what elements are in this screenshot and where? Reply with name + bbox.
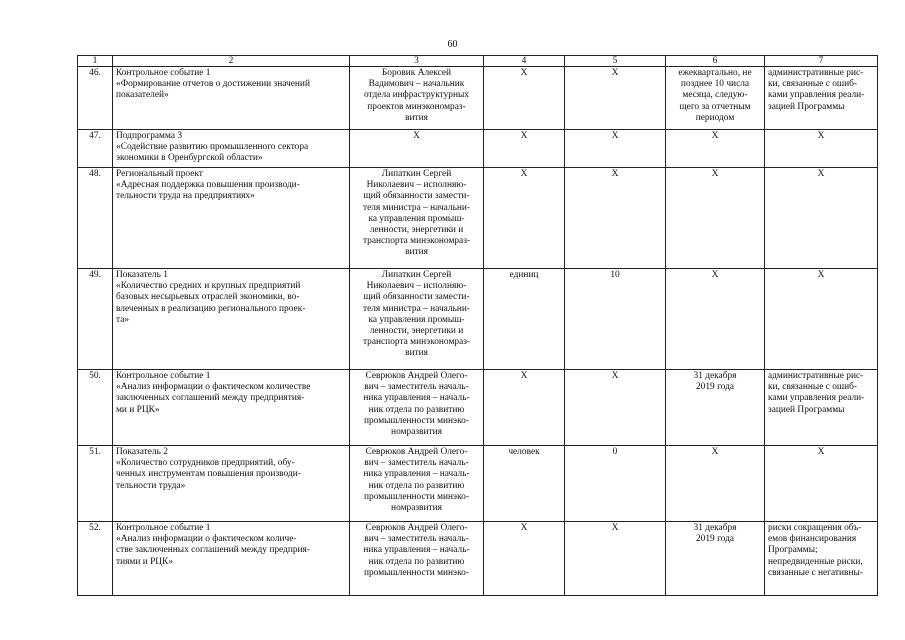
row-number-cell: 52. <box>78 522 113 596</box>
responsible-person-cell <box>350 130 484 168</box>
column-header: 7 <box>765 56 878 67</box>
cell-text-line: административные рис- <box>768 371 864 381</box>
cell-text-line: X <box>611 131 619 141</box>
column-header: 6 <box>666 56 765 67</box>
unit-cell <box>484 370 565 446</box>
cell-text-line: непредвиденные риски, <box>768 556 863 567</box>
cell-text-line: ченных инструментам повышения производи- <box>116 469 301 480</box>
unit-cell <box>484 67 565 130</box>
cell-text-line: X <box>817 169 825 179</box>
cell-text-line: X <box>817 270 825 280</box>
cell-text-line: Вадимович – начальник <box>368 79 465 90</box>
cell-text-line: Севрюков Андрей Олего- <box>365 371 468 381</box>
cell-text-line: 0 <box>612 447 618 457</box>
cell-text-line: Подпрограмма 3 <box>116 131 183 141</box>
cell-text-line: «Анализ информации о фактическом количе- <box>116 534 297 545</box>
event-description-cell <box>113 168 350 269</box>
cell-text-line: Показатель 1 <box>116 270 168 280</box>
value-cell <box>565 269 666 370</box>
cell-text-line: тиями и РЦК» <box>116 556 174 567</box>
cell-text-line: тельности труда на предприятиях» <box>116 191 255 202</box>
cell-text-line: 10 <box>610 270 620 280</box>
cell-text-line: X <box>520 131 528 141</box>
table-row <box>78 130 878 168</box>
cell-text-line: экономики в Оренбургской области» <box>116 153 263 164</box>
cell-text-line: ками управления реали- <box>768 90 865 101</box>
cell-text-line: риски сокращения объ- <box>768 523 862 533</box>
unit-cell <box>484 522 565 596</box>
table-body <box>78 67 878 596</box>
cell-text-line: 31 декабря <box>693 371 737 381</box>
cell-text-line: теля министра – начальни- <box>362 303 471 314</box>
responsible-person-cell <box>350 67 484 130</box>
cell-text-line: X <box>520 371 528 381</box>
risks-cell <box>765 130 878 168</box>
cell-text-line: 2019 года <box>695 534 735 545</box>
cell-text-line: отдела инфраструктурных <box>363 90 469 101</box>
cell-text-line: зацией Программы <box>768 404 845 415</box>
cell-text-line: Боровик Алексей <box>381 68 452 78</box>
cell-text-line: вич – заместитель началь- <box>364 382 469 393</box>
cell-text-line: Севрюков Андрей Олего- <box>365 523 468 533</box>
cell-text-line: вития <box>405 112 428 123</box>
cell-text-line: промышленности минэко- <box>364 567 469 578</box>
cell-text-line: «Адресная поддержка повышения производи- <box>116 180 300 191</box>
cell-text-line: X <box>520 169 528 179</box>
unit-cell <box>484 269 565 370</box>
risks-cell <box>765 67 878 130</box>
cell-text-line: щего за отчетным <box>679 101 751 112</box>
event-description-cell <box>113 67 350 130</box>
cell-text-line: вич – заместитель началь- <box>364 458 469 469</box>
deadline-cell <box>666 370 765 446</box>
cell-text-line: X <box>611 371 619 381</box>
cell-text-line: стве заключенных соглашений между предприя- <box>116 545 310 556</box>
cell-text-line: Севрюков Андрей Олего- <box>365 447 468 457</box>
cell-text-line: связанные с негативны- <box>768 567 863 578</box>
responsible-person-cell <box>350 522 484 596</box>
event-description-cell <box>113 130 350 168</box>
cell-text-line: вич – заместитель началь- <box>364 534 469 545</box>
cell-text-line: периодом <box>695 112 735 123</box>
column-header: 4 <box>484 56 565 67</box>
cell-text-line: Николаевич – исполняю- <box>366 281 467 292</box>
responsible-person-cell <box>350 446 484 522</box>
cell-text-line: X <box>711 131 719 141</box>
row-number-cell: 51. <box>78 446 113 522</box>
cell-text-line: заключенных соглашений между предприятия- <box>116 393 305 404</box>
cell-text-line: X <box>520 523 528 533</box>
value-cell <box>565 522 666 596</box>
cell-text-line: емов финансирования <box>768 534 857 545</box>
cell-text-line: транспорта минэкономраз- <box>362 236 471 247</box>
cell-text-line: влеченных в реализацию регионального проек- <box>116 303 306 314</box>
deadline-cell <box>666 446 765 522</box>
event-description-cell <box>113 370 350 446</box>
responsible-person-cell <box>350 370 484 446</box>
cell-text-line: месяца, следую- <box>682 90 748 101</box>
column-header: 2 <box>113 56 350 67</box>
cell-text-line: ки, связанные с ошиб- <box>768 79 858 90</box>
deadline-cell <box>666 67 765 130</box>
column-header: 1 <box>78 56 113 67</box>
event-description-cell <box>113 269 350 370</box>
cell-text-line: X <box>520 68 528 78</box>
cell-text-line: X <box>611 523 619 533</box>
cell-text-line: ленности, энергетики и <box>369 225 464 236</box>
cell-text-line: вития <box>405 247 428 258</box>
cell-text-line: ник отдела по развитию <box>368 404 465 415</box>
cell-text-line: проектов минэкономраз- <box>367 101 466 112</box>
row-number-cell: 50. <box>78 370 113 446</box>
page-number: 60 <box>447 39 458 50</box>
cell-text-line: ки, связанные с ошиб- <box>768 382 858 393</box>
table-row <box>78 67 878 130</box>
column-header-row <box>78 56 878 67</box>
cell-text-line: 31 декабря <box>693 523 737 533</box>
risks-cell <box>765 269 878 370</box>
cell-text-line: щий обязанности замести- <box>363 191 470 202</box>
cell-text-line: Липаткин Сергей <box>381 169 452 179</box>
cell-text-line: «Содействие развитию промышленного сектора <box>116 142 309 153</box>
cell-text-line: X <box>413 131 420 141</box>
cell-text-line: X <box>611 169 619 179</box>
program-table <box>77 55 878 596</box>
cell-text-line: вития <box>405 348 428 359</box>
cell-text-line: X <box>611 68 619 78</box>
deadline-cell <box>666 269 765 370</box>
cell-text-line: ежеквартально, не <box>678 68 752 78</box>
cell-text-line: щий обязанности замести- <box>363 292 470 303</box>
row-number-cell: 46. <box>78 67 113 130</box>
cell-text-line: ка управления промыш- <box>368 213 465 224</box>
unit-cell <box>484 130 565 168</box>
cell-text-line: «Количество сотрудников предприятий, обу- <box>116 458 295 469</box>
cell-text-line: ками управления реали- <box>768 393 865 404</box>
table-row <box>78 168 878 269</box>
table-row <box>78 522 878 596</box>
value-cell <box>565 67 666 130</box>
row-number-cell: 48. <box>78 168 113 269</box>
cell-text-line: позднее 10 числа <box>680 79 750 90</box>
unit-cell <box>484 168 565 269</box>
cell-text-line: X <box>711 270 719 280</box>
table-row <box>78 446 878 522</box>
risks-cell <box>765 446 878 522</box>
risks-cell <box>765 522 878 596</box>
cell-text-line: ленности, энергетики и <box>369 326 464 337</box>
cell-text-line: та» <box>116 314 130 325</box>
cell-text-line: зацией Программы <box>768 101 845 112</box>
cell-text-line: ка управления промыш- <box>368 314 465 325</box>
cell-text-line: ника управления – началь- <box>363 393 470 404</box>
cell-text-line: X <box>817 447 825 457</box>
cell-text-line: Региональный проект <box>116 169 203 179</box>
cell-text-line: Николаевич – исполняю- <box>366 180 467 191</box>
cell-text-line: X <box>711 447 719 457</box>
cell-text-line: Контрольное событие 1 <box>116 371 211 381</box>
event-description-cell <box>113 446 350 522</box>
cell-text-line: тельности труда» <box>116 480 186 491</box>
cell-text-line: показателей» <box>116 90 169 101</box>
cell-text-line: человек <box>508 447 540 457</box>
cell-text-line: Показатель 2 <box>116 447 168 457</box>
responsible-person-cell <box>350 168 484 269</box>
cell-text-line: Контрольное событие 1 <box>116 68 211 78</box>
risks-cell <box>765 168 878 269</box>
column-header: 3 <box>350 56 484 67</box>
cell-text-line: «Анализ информации о фактическом количестве <box>116 382 311 393</box>
cell-text-line: промышленности минэко- <box>364 415 469 426</box>
value-cell <box>565 446 666 522</box>
value-cell <box>565 168 666 269</box>
cell-text-line: ник отдела по развитию <box>368 480 465 491</box>
cell-text-line: промышленности минэко- <box>364 491 469 502</box>
cell-text-line: номразвития <box>391 503 442 514</box>
value-cell <box>565 370 666 446</box>
cell-text-line: Липаткин Сергей <box>381 270 452 280</box>
column-header: 5 <box>565 56 666 67</box>
cell-text-line: ник отдела по развитию <box>368 556 465 567</box>
cell-text-line: X <box>817 131 825 141</box>
unit-cell <box>484 446 565 522</box>
cell-text-line: «Количество средних и крупных предприятий <box>116 281 301 292</box>
responsible-person-cell <box>350 269 484 370</box>
cell-text-line: ника управления – началь- <box>363 545 470 556</box>
cell-text-line: теля министра – начальни- <box>362 202 471 213</box>
event-description-cell <box>113 522 350 596</box>
cell-text-line: Контрольное событие 1 <box>116 523 211 533</box>
deadline-cell <box>666 522 765 596</box>
table-row <box>78 269 878 370</box>
cell-text-line: X <box>711 169 719 179</box>
deadline-cell <box>666 168 765 269</box>
cell-text-line: ника управления – началь- <box>363 469 470 480</box>
row-number-cell: 47. <box>78 130 113 168</box>
cell-text-line: административные рис- <box>768 68 864 78</box>
deadline-cell <box>666 130 765 168</box>
cell-text-line: «Формирование отчетов о достижении значений <box>116 79 310 90</box>
cell-text-line: единиц <box>509 270 539 280</box>
cell-text-line: базовых несырьевых отраслей экономики, во- <box>116 292 300 303</box>
table-row <box>78 370 878 446</box>
row-number-cell: 49. <box>78 269 113 370</box>
cell-text-line: Программы; <box>768 545 818 556</box>
cell-text-line: номразвития <box>391 427 442 438</box>
value-cell <box>565 130 666 168</box>
cell-text-line: ми и РЦК» <box>116 404 160 415</box>
risks-cell <box>765 370 878 446</box>
cell-text-line: транспорта минэкономраз- <box>362 337 471 348</box>
cell-text-line: 2019 года <box>695 382 735 393</box>
